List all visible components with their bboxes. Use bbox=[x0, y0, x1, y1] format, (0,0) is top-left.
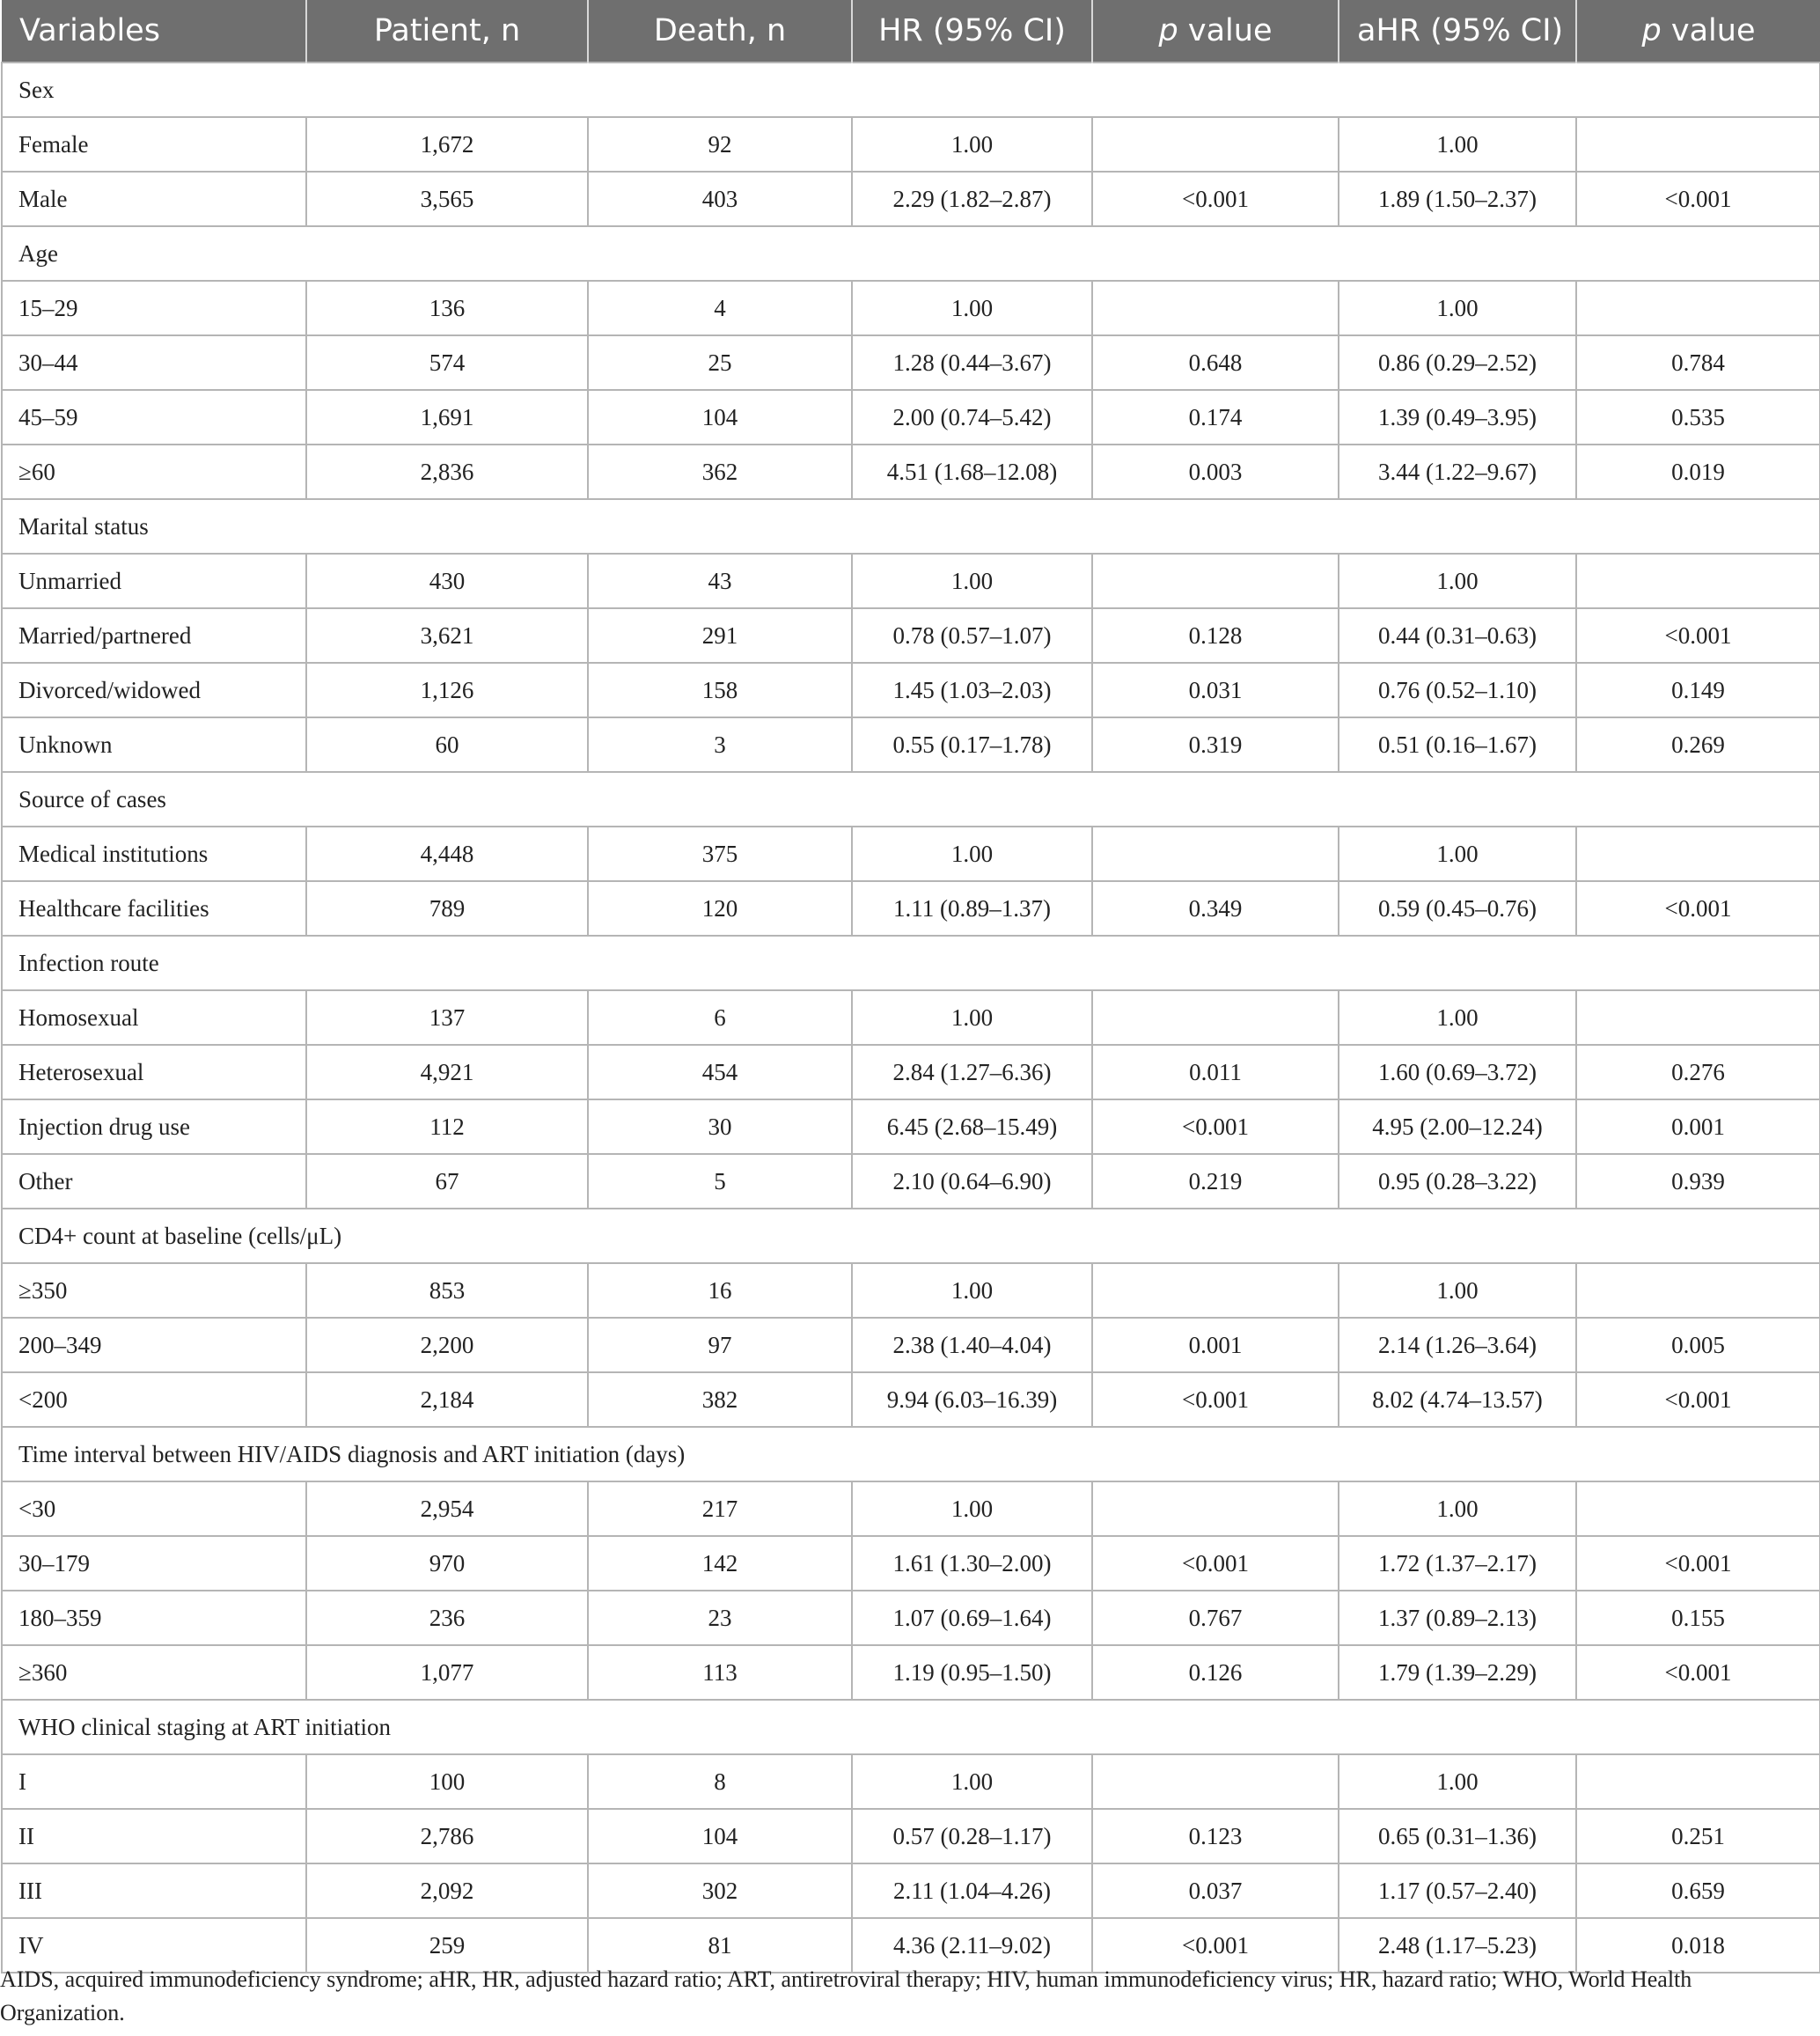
ahr-cell: 1.17 (0.57–2.40) bbox=[1339, 1863, 1576, 1918]
variable-cell: II bbox=[2, 1809, 306, 1863]
ahr-cell: 1.00 bbox=[1339, 554, 1576, 608]
table-row bbox=[2, 608, 1820, 663]
p-value-cell: 0.126 bbox=[1092, 1645, 1339, 1700]
adjusted-p-value-cell bbox=[1576, 1481, 1820, 1536]
variable-cell: 30–179 bbox=[2, 1536, 306, 1591]
variable-cell: ≥60 bbox=[2, 445, 306, 499]
patient-count-cell: 67 bbox=[306, 1154, 588, 1209]
variable-cell: 30–44 bbox=[2, 335, 306, 390]
p-value-cell: 0.648 bbox=[1092, 335, 1339, 390]
patient-count-cell: 112 bbox=[306, 1099, 588, 1154]
variable-cell: Unknown bbox=[2, 717, 306, 772]
hr-cell: 1.00 bbox=[852, 117, 1092, 172]
p-value-cell bbox=[1092, 827, 1339, 881]
variable-cell: 45–59 bbox=[2, 390, 306, 445]
variable-cell: Injection drug use bbox=[2, 1099, 306, 1154]
hr-cell: 2.38 (1.40–4.04) bbox=[852, 1318, 1092, 1372]
section-title: CD4+ count at baseline (cells/μL) bbox=[2, 1209, 1820, 1263]
ahr-cell: 1.00 bbox=[1339, 281, 1576, 335]
adjusted-p-value-cell: <0.001 bbox=[1576, 1645, 1820, 1700]
patient-count-cell: 137 bbox=[306, 990, 588, 1045]
table-row bbox=[2, 1536, 1820, 1591]
table-row bbox=[2, 717, 1820, 772]
ahr-cell: 0.44 (0.31–0.63) bbox=[1339, 608, 1576, 663]
hr-cell: 4.51 (1.68–12.08) bbox=[852, 445, 1092, 499]
death-count-cell: 97 bbox=[588, 1318, 852, 1372]
variable-cell: Married/partnered bbox=[2, 608, 306, 663]
p-value-cell: <0.001 bbox=[1092, 1536, 1339, 1591]
table-row bbox=[2, 172, 1820, 226]
p-value-cell bbox=[1092, 1263, 1339, 1318]
death-count-cell: 92 bbox=[588, 117, 852, 172]
section-title: Infection route bbox=[2, 936, 1820, 990]
adjusted-p-value-cell: 0.251 bbox=[1576, 1809, 1820, 1863]
section-row bbox=[2, 499, 1820, 554]
adjusted-p-value-cell: <0.001 bbox=[1576, 1536, 1820, 1591]
patient-count-cell: 970 bbox=[306, 1536, 588, 1591]
adjusted-p-value-cell bbox=[1576, 990, 1820, 1045]
p-value-cell bbox=[1092, 117, 1339, 172]
death-count-cell: 5 bbox=[588, 1154, 852, 1209]
table-row bbox=[2, 1372, 1820, 1427]
hr-cell: 1.07 (0.69–1.64) bbox=[852, 1591, 1092, 1645]
patient-count-cell: 853 bbox=[306, 1263, 588, 1318]
patient-count-cell: 1,672 bbox=[306, 117, 588, 172]
header-adjusted-p-value bbox=[1576, 0, 1820, 62]
section-title: Marital status bbox=[2, 499, 1820, 554]
table-body bbox=[2, 62, 1820, 1973]
table-row bbox=[2, 117, 1820, 172]
adjusted-p-value-cell: 0.018 bbox=[1576, 1918, 1820, 1973]
p-value-cell bbox=[1092, 1754, 1339, 1809]
hr-cell: 2.84 (1.27–6.36) bbox=[852, 1045, 1092, 1099]
p-value-cell bbox=[1092, 281, 1339, 335]
hr-cell: 4.36 (2.11–9.02) bbox=[852, 1918, 1092, 1973]
ahr-cell: 1.00 bbox=[1339, 827, 1576, 881]
section-title: Time interval between HIV/AIDS diagnosis and ART initiation (days) bbox=[2, 1427, 1820, 1481]
patient-count-cell: 789 bbox=[306, 881, 588, 936]
hr-cell: 1.00 bbox=[852, 1263, 1092, 1318]
death-count-cell: 291 bbox=[588, 608, 852, 663]
death-count-cell: 25 bbox=[588, 335, 852, 390]
patient-count-cell: 2,092 bbox=[306, 1863, 588, 1918]
death-count-cell: 362 bbox=[588, 445, 852, 499]
ahr-cell: 1.00 bbox=[1339, 1754, 1576, 1809]
patient-count-cell: 236 bbox=[306, 1591, 588, 1645]
table-row bbox=[2, 990, 1820, 1045]
adjusted-p-value-cell: 0.784 bbox=[1576, 335, 1820, 390]
patient-count-cell: 1,126 bbox=[306, 663, 588, 717]
table-row bbox=[2, 663, 1820, 717]
variable-cell: 200–349 bbox=[2, 1318, 306, 1372]
p-value-cell bbox=[1092, 990, 1339, 1045]
adjusted-p-value-cell: 0.659 bbox=[1576, 1863, 1820, 1918]
p-value-cell: 0.128 bbox=[1092, 608, 1339, 663]
patient-count-cell: 2,786 bbox=[306, 1809, 588, 1863]
ahr-cell: 1.79 (1.39–2.29) bbox=[1339, 1645, 1576, 1700]
death-count-cell: 403 bbox=[588, 172, 852, 226]
death-count-cell: 382 bbox=[588, 1372, 852, 1427]
ahr-cell: 0.65 (0.31–1.36) bbox=[1339, 1809, 1576, 1863]
table-row bbox=[2, 1263, 1820, 1318]
p-value-cell: 0.011 bbox=[1092, 1045, 1339, 1099]
header-row bbox=[2, 0, 1820, 62]
variable-cell: Heterosexual bbox=[2, 1045, 306, 1099]
patient-count-cell: 574 bbox=[306, 335, 588, 390]
hr-cell: 1.00 bbox=[852, 1754, 1092, 1809]
variable-cell: Female bbox=[2, 117, 306, 172]
header-ahr-ci: aHR (95% CI) bbox=[1339, 0, 1576, 62]
death-count-cell: 120 bbox=[588, 881, 852, 936]
p-value-cell bbox=[1092, 1481, 1339, 1536]
table-row bbox=[2, 554, 1820, 608]
ahr-cell: 1.00 bbox=[1339, 117, 1576, 172]
variable-cell: <30 bbox=[2, 1481, 306, 1536]
ahr-cell: 0.86 (0.29–2.52) bbox=[1339, 335, 1576, 390]
variable-cell: Unmarried bbox=[2, 554, 306, 608]
table-row bbox=[2, 1645, 1820, 1700]
death-count-cell: 454 bbox=[588, 1045, 852, 1099]
ahr-cell: 0.76 (0.52–1.10) bbox=[1339, 663, 1576, 717]
patient-count-cell: 1,691 bbox=[306, 390, 588, 445]
section-row bbox=[2, 1209, 1820, 1263]
hr-cell: 1.00 bbox=[852, 554, 1092, 608]
p-italic: p bbox=[1158, 13, 1178, 48]
table-row bbox=[2, 281, 1820, 335]
p-value-cell: 0.031 bbox=[1092, 663, 1339, 717]
p-value-cell: <0.001 bbox=[1092, 172, 1339, 226]
table-row bbox=[2, 1754, 1820, 1809]
section-title: WHO clinical staging at ART initiation bbox=[2, 1700, 1820, 1754]
table-row bbox=[2, 881, 1820, 936]
header-patient-n: Patient, n bbox=[306, 0, 588, 62]
death-count-cell: 23 bbox=[588, 1591, 852, 1645]
adjusted-p-value-cell: 0.269 bbox=[1576, 717, 1820, 772]
section-row bbox=[2, 772, 1820, 827]
adjusted-p-value-cell: 0.276 bbox=[1576, 1045, 1820, 1099]
p-value-cell: 0.123 bbox=[1092, 1809, 1339, 1863]
death-count-cell: 104 bbox=[588, 390, 852, 445]
death-count-cell: 142 bbox=[588, 1536, 852, 1591]
adjusted-p-value-cell bbox=[1576, 827, 1820, 881]
ahr-cell: 1.89 (1.50–2.37) bbox=[1339, 172, 1576, 226]
variable-cell: Divorced/widowed bbox=[2, 663, 306, 717]
adjusted-p-value-cell: <0.001 bbox=[1576, 1372, 1820, 1427]
adjusted-p-value-cell: 0.155 bbox=[1576, 1591, 1820, 1645]
hr-cell: 0.55 (0.17–1.78) bbox=[852, 717, 1092, 772]
patient-count-cell: 2,200 bbox=[306, 1318, 588, 1372]
patient-count-cell: 2,184 bbox=[306, 1372, 588, 1427]
death-count-cell: 30 bbox=[588, 1099, 852, 1154]
patient-count-cell: 3,621 bbox=[306, 608, 588, 663]
death-count-cell: 81 bbox=[588, 1918, 852, 1973]
ahr-cell: 1.72 (1.37–2.17) bbox=[1339, 1536, 1576, 1591]
hr-cell: 1.11 (0.89–1.37) bbox=[852, 881, 1092, 936]
table-row bbox=[2, 827, 1820, 881]
header-death-n: Death, n bbox=[588, 0, 852, 62]
adjusted-p-value-cell: 0.001 bbox=[1576, 1099, 1820, 1154]
adjusted-p-value-cell bbox=[1576, 1754, 1820, 1809]
hr-cell: 6.45 (2.68–15.49) bbox=[852, 1099, 1092, 1154]
ahr-cell: 1.60 (0.69–3.72) bbox=[1339, 1045, 1576, 1099]
table-row bbox=[2, 1591, 1820, 1645]
adjusted-p-value-cell: 0.939 bbox=[1576, 1154, 1820, 1209]
patient-count-cell: 3,565 bbox=[306, 172, 588, 226]
hr-cell: 1.00 bbox=[852, 1481, 1092, 1536]
table-header bbox=[2, 0, 1820, 62]
patient-count-cell: 259 bbox=[306, 1918, 588, 1973]
patient-count-cell: 430 bbox=[306, 554, 588, 608]
header-p-value-label: value bbox=[1187, 13, 1273, 48]
ahr-cell: 0.51 (0.16–1.67) bbox=[1339, 717, 1576, 772]
variable-cell: Medical institutions bbox=[2, 827, 306, 881]
hr-cell: 1.28 (0.44–3.67) bbox=[852, 335, 1092, 390]
section-title: Age bbox=[2, 226, 1820, 281]
p-value-cell: 0.767 bbox=[1092, 1591, 1339, 1645]
death-count-cell: 375 bbox=[588, 827, 852, 881]
death-count-cell: 104 bbox=[588, 1809, 852, 1863]
variable-cell: ≥360 bbox=[2, 1645, 306, 1700]
ahr-cell: 1.37 (0.89–2.13) bbox=[1339, 1591, 1576, 1645]
adjusted-p-value-cell bbox=[1576, 117, 1820, 172]
hr-cell: 0.78 (0.57–1.07) bbox=[852, 608, 1092, 663]
table-row bbox=[2, 1045, 1820, 1099]
patient-count-cell: 2,836 bbox=[306, 445, 588, 499]
patient-count-cell: 1,077 bbox=[306, 1645, 588, 1700]
p-value-cell: 0.349 bbox=[1092, 881, 1339, 936]
variable-cell: III bbox=[2, 1863, 306, 1918]
header-adjusted-p-value-label: value bbox=[1670, 13, 1756, 48]
ahr-cell: 1.00 bbox=[1339, 990, 1576, 1045]
variable-cell: 15–29 bbox=[2, 281, 306, 335]
p-value-cell: 0.001 bbox=[1092, 1318, 1339, 1372]
hr-cell: 2.10 (0.64–6.90) bbox=[852, 1154, 1092, 1209]
adjusted-p-value-cell: 0.005 bbox=[1576, 1318, 1820, 1372]
table-row bbox=[2, 1863, 1820, 1918]
hr-cell: 2.29 (1.82–2.87) bbox=[852, 172, 1092, 226]
patient-count-cell: 2,954 bbox=[306, 1481, 588, 1536]
adjusted-p-value-cell: <0.001 bbox=[1576, 881, 1820, 936]
hr-cell: 1.19 (0.95–1.50) bbox=[852, 1645, 1092, 1700]
ahr-cell: 2.48 (1.17–5.23) bbox=[1339, 1918, 1576, 1973]
p-value-cell: 0.219 bbox=[1092, 1154, 1339, 1209]
table-footnote: AIDS, acquired immunodeficiency syndrome; aHR, HR, adjusted hazard ratio; ART, antiretroviral therapy; HIV, human immunodeficiency virus; HR, hazard ratio; WHO, World Health Organization. bbox=[0, 1966, 1692, 2025]
ahr-cell: 3.44 (1.22–9.67) bbox=[1339, 445, 1576, 499]
adjusted-p-value-cell: <0.001 bbox=[1576, 172, 1820, 226]
p-value-cell: <0.001 bbox=[1092, 1918, 1339, 1973]
variable-cell: I bbox=[2, 1754, 306, 1809]
p-value-cell: 0.174 bbox=[1092, 390, 1339, 445]
adjusted-p-value-cell: 0.019 bbox=[1576, 445, 1820, 499]
death-count-cell: 158 bbox=[588, 663, 852, 717]
variable-cell: <200 bbox=[2, 1372, 306, 1427]
ahr-cell: 1.39 (0.49–3.95) bbox=[1339, 390, 1576, 445]
death-count-cell: 3 bbox=[588, 717, 852, 772]
hazard-ratio-table bbox=[1, 0, 1820, 1974]
table-row bbox=[2, 445, 1820, 499]
ahr-cell: 0.59 (0.45–0.76) bbox=[1339, 881, 1576, 936]
death-count-cell: 4 bbox=[588, 281, 852, 335]
p-value-cell: 0.037 bbox=[1092, 1863, 1339, 1918]
hr-cell: 2.11 (1.04–4.26) bbox=[852, 1863, 1092, 1918]
patient-count-cell: 4,448 bbox=[306, 827, 588, 881]
p-value-cell: <0.001 bbox=[1092, 1099, 1339, 1154]
hr-cell: 1.00 bbox=[852, 281, 1092, 335]
variable-cell: ≥350 bbox=[2, 1263, 306, 1318]
section-row bbox=[2, 1700, 1820, 1754]
variable-cell: Other bbox=[2, 1154, 306, 1209]
ahr-cell: 1.00 bbox=[1339, 1263, 1576, 1318]
hr-cell: 1.61 (1.30–2.00) bbox=[852, 1536, 1092, 1591]
hr-cell: 0.57 (0.28–1.17) bbox=[852, 1809, 1092, 1863]
hr-cell: 1.00 bbox=[852, 827, 1092, 881]
patient-count-cell: 60 bbox=[306, 717, 588, 772]
patient-count-cell: 136 bbox=[306, 281, 588, 335]
patient-count-cell: 4,921 bbox=[306, 1045, 588, 1099]
hr-cell: 9.94 (6.03–16.39) bbox=[852, 1372, 1092, 1427]
hr-cell: 1.45 (1.03–2.03) bbox=[852, 663, 1092, 717]
ahr-cell: 4.95 (2.00–12.24) bbox=[1339, 1099, 1576, 1154]
ahr-cell: 8.02 (4.74–13.57) bbox=[1339, 1372, 1576, 1427]
p-value-cell bbox=[1092, 554, 1339, 608]
variable-cell: Homosexual bbox=[2, 990, 306, 1045]
ahr-cell: 1.00 bbox=[1339, 1481, 1576, 1536]
death-count-cell: 43 bbox=[588, 554, 852, 608]
death-count-cell: 16 bbox=[588, 1263, 852, 1318]
hr-cell: 1.00 bbox=[852, 990, 1092, 1045]
table-row bbox=[2, 1154, 1820, 1209]
section-title: Sex bbox=[2, 62, 1820, 117]
p-value-cell: <0.001 bbox=[1092, 1372, 1339, 1427]
section-row bbox=[2, 1427, 1820, 1481]
table-row bbox=[2, 335, 1820, 390]
death-count-cell: 8 bbox=[588, 1754, 852, 1809]
variable-cell: IV bbox=[2, 1918, 306, 1973]
ahr-cell: 0.95 (0.28–3.22) bbox=[1339, 1154, 1576, 1209]
header-hr-ci: HR (95% CI) bbox=[852, 0, 1092, 62]
p-italic: p bbox=[1641, 13, 1662, 48]
death-count-cell: 113 bbox=[588, 1645, 852, 1700]
adjusted-p-value-cell: <0.001 bbox=[1576, 608, 1820, 663]
section-row bbox=[2, 62, 1820, 117]
adjusted-p-value-cell bbox=[1576, 1263, 1820, 1318]
variable-cell: Male bbox=[2, 172, 306, 226]
p-value-cell: 0.319 bbox=[1092, 717, 1339, 772]
death-count-cell: 6 bbox=[588, 990, 852, 1045]
section-row bbox=[2, 226, 1820, 281]
adjusted-p-value-cell bbox=[1576, 281, 1820, 335]
header-variables: Variables bbox=[2, 0, 306, 62]
death-count-cell: 302 bbox=[588, 1863, 852, 1918]
hr-cell: 2.00 (0.74–5.42) bbox=[852, 390, 1092, 445]
section-title: Source of cases bbox=[2, 772, 1820, 827]
table-row bbox=[2, 390, 1820, 445]
ahr-cell: 2.14 (1.26–3.64) bbox=[1339, 1318, 1576, 1372]
table-row bbox=[2, 1318, 1820, 1372]
table-row bbox=[2, 1099, 1820, 1154]
p-value-cell: 0.003 bbox=[1092, 445, 1339, 499]
variable-cell: 180–359 bbox=[2, 1591, 306, 1645]
death-count-cell: 217 bbox=[588, 1481, 852, 1536]
table-row bbox=[2, 1481, 1820, 1536]
table-row bbox=[2, 1809, 1820, 1863]
variable-cell: Healthcare facilities bbox=[2, 881, 306, 936]
adjusted-p-value-cell bbox=[1576, 554, 1820, 608]
section-row bbox=[2, 936, 1820, 990]
adjusted-p-value-cell: 0.535 bbox=[1576, 390, 1820, 445]
adjusted-p-value-cell: 0.149 bbox=[1576, 663, 1820, 717]
header-p-value bbox=[1092, 0, 1339, 62]
patient-count-cell: 100 bbox=[306, 1754, 588, 1809]
